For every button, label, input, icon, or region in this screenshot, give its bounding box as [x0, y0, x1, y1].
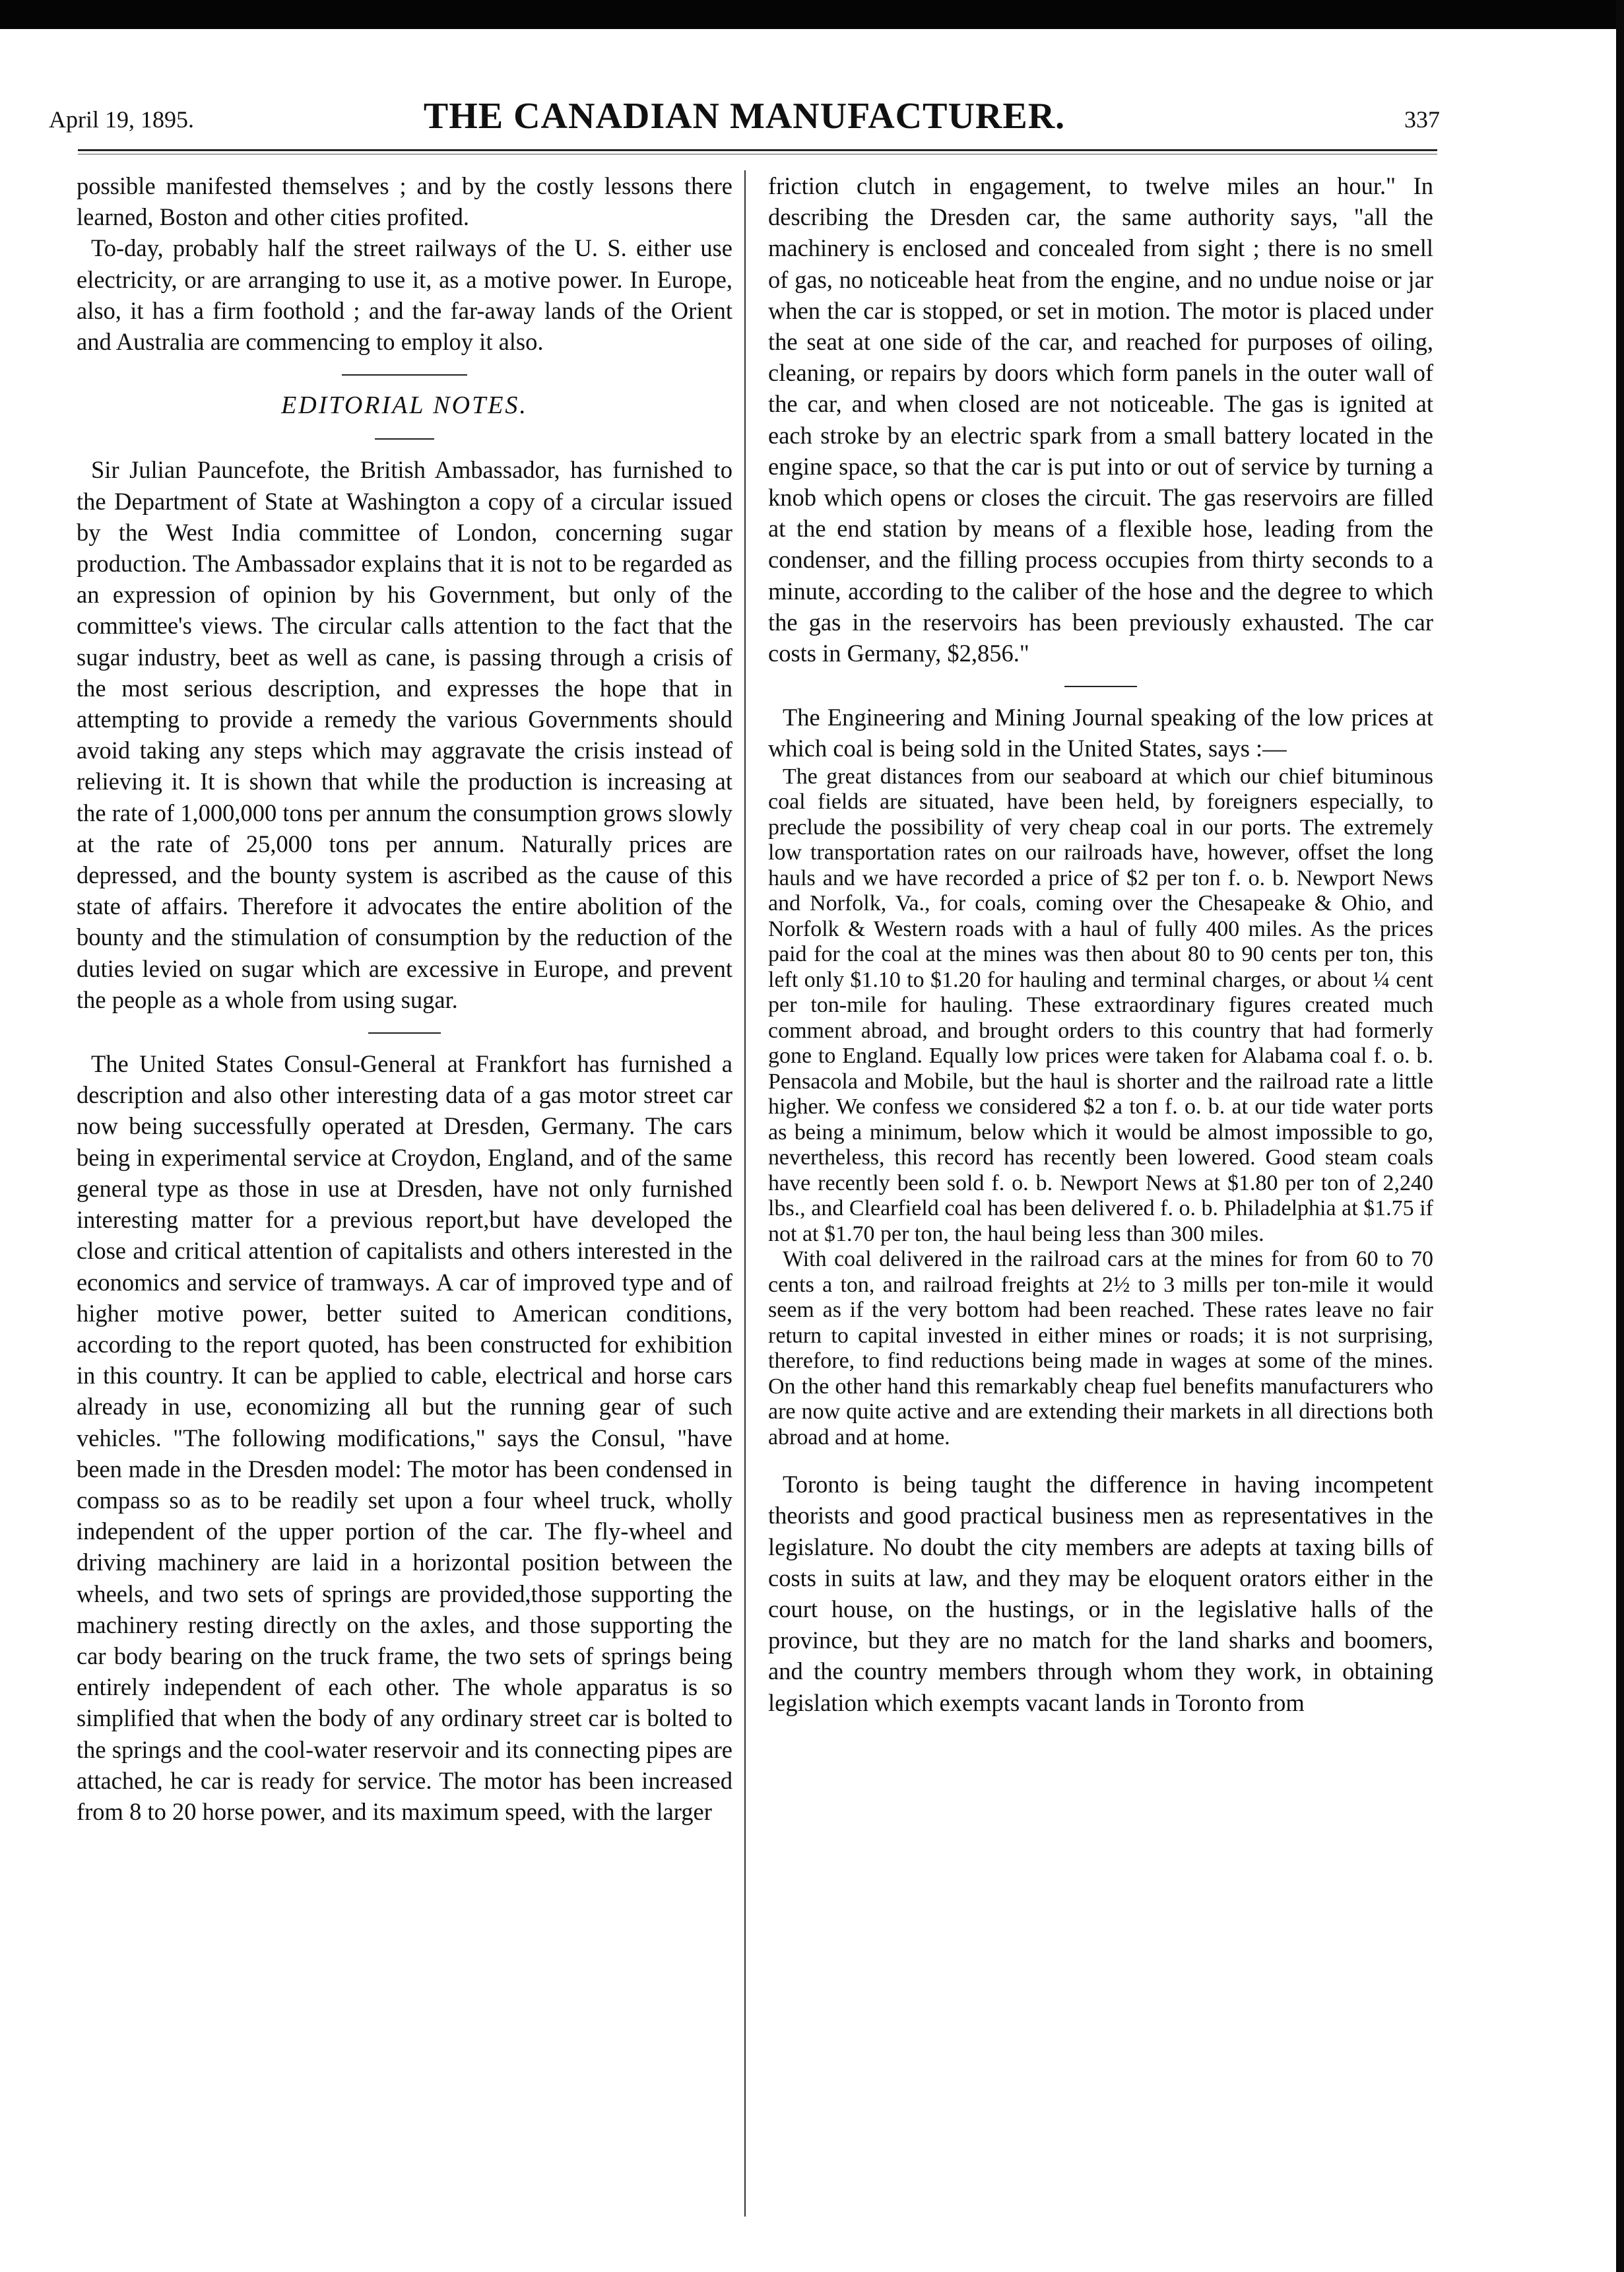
page-number: 337	[1404, 106, 1440, 133]
column-divider	[744, 170, 746, 2217]
quote-paragraph: With coal delivered in the railroad cars at the mines for from 60 to 70 cents a ton, and railroad freights at 2½ to 3 mills per ton-mile it would seem as if the very bottom had been reached. These rates leave no fair return to capital invested in either mines or roads; it is not surprising, therefore, to find reductions being made in wages at some of the mines. On the other hand this remarkably cheap fuel benefits manufacturers who are now quite active and are extending their markets in all directions both abroad and at home.	[768, 1247, 1433, 1450]
quote-paragraph: The great distances from our seaboard at which our chief bituminous coal fields are situated, have been held, by foreigners especially, to preclude the possibility of very cheap coal in our ports. The extremely low transportation rates on our railroads have, however, offset the long hauls and we have recorded a price of $2 per ton f. o. b. Newport News and Norfolk, Va., for coals, coming over the Chesapeake & Ohio, and Norfolk & Western roads with a haul of fully 400 miles. As the prices paid for the coal at the mines was then about 80 to 90 cents per ton, this left only $1.10 to $1.20 for hauling and terminal charges, or about ¼ cent per ton-mile for hauling. These extraordinary figures created much comment abroad, and brought orders to this country that had formerly gone to England. Equally low prices were taken for Alabama coal f. o. b. Pensacola and Mobile, but the haul is shorter and the railroad rate a little higher. We confess we considered $2 a ton f. o. b. at our tide water ports as being a minimum, below which it would be almost impossible to go, nevertheless, this record has recently been lowered. Good steam coals have recently been sold f. o. b. Newport News at $1.80 per ton of 2,240 lbs., and Clearfield coal has been delivered f. o. b. Philadelphia at $1.75 if not at $1.70 per ton, the haul being less than 300 miles.	[768, 764, 1433, 1246]
continued-paragraph: friction clutch in engagement, to twelve miles an hour." In describing the Dresden car, the same authority says, "all the machinery is enclosed and concealed from sight ; there is no smell of gas, no noticeable heat from the engine, and no undue noise or jar when the car is stopped, or set in motion. The motor is placed under the seat at one side of the car, and reached for purposes of oiling, cleaning, or repairs by doors which form panels in the outer wall of the car, and when closed are not noticeable. The gas is ignited at each stroke by an electric spark from a small battery located in the engine space, so that the car is put into or out of service by turning a knob which opens or closes the circuit. The gas reservoirs are filled at the end station by means of a flexible hose, leading from the condenser, and the filling process occupies from thirty seconds to a minute, according to the caliber of the hose and the degree to which the gas in the reservoirs has been previously exhausted. The car costs in Germany, $2,856."	[768, 172, 1433, 667]
paragraph-toronto: Toronto is being taught the difference in having incompetent theorists and good practical business men as representatives in the legislature. No doubt the city members are adepts at taxing bills of costs in suits at law, and they may be eloquent orators either in the court house, on the hustings, or in the legislative halls of the province, but they are no match for the land sharks and boomers, and the country members through whom they work, in obtaining legislation which exempts vacant lands in Toronto from	[768, 1471, 1433, 1716]
left-column	[77, 170, 732, 1827]
paragraph-sugar: Sir Julian Pauncefote, the British Ambassador, has furnished to the Department of State at Washington a copy of a circular issued by the West India committee of London, concerning sugar production. The Ambassador explains that it is not to be regarded as an expression of opinion by his Government, but only of the committee's views. The circular calls attention to the fact that the sugar industry, beet as well as cane, is passing through a crisis of the most serious description, and expresses the hope that in attempting to provide a remedy the various Governments should avoid taking any steps which may aggravate the crisis instead of relieving it. It is shown that while the production is increasing at the rate of 1,000,000 tons per annum the consumption grows slowly at the rate of 25,000 tons per annum. Naturally prices are depressed, and the bounty system is ascribed as the cause of this state of affairs. Therefore it advocates the entire abolition of the bounty and the stimulation of consumption by the reduction of the duties levied on sugar which are excessive in Europe, and prevent the people as a whole from using sugar.	[77, 456, 732, 1013]
paragraph-gas-motor-car: The United States Consul-General at Frankfort has furnished a description and also other interesting data of a gas motor street car now being successfully operated at Dresden, Germany. The cars being in experimental service at Croydon, England, and of the same general type as those in use at Dresden, have not only furnished interesting matter for a previous report,but have developed the close and critical attention of capitalists and others interested in the economics and service of tramways. A car of improved type and of higher motive power, better suited to American conditions, according to the report quoted, has been constructed for exhibition in this country. It can be applied to cable, electrical and horse cars already in use, economizing all but the running gear of such vehicles. "The following modifications," says the Consul, "have been made in the Dresden model: The motor has been condensed in compass so as to be readily set upon a four wheel truck, wholly independent of the upper portion of the car. The fly-wheel and driving machinery are laid in a horizontal position between the wheels, and two sets of springs are provided,those supporting the machinery resting directly on the axles, and those supporting the car body bearing on the truck frame, the two sets of springs being entirely independent of each other. The whole apparatus is so simplified that when the body of any ordinary street car is bolted to the springs and the cool-water reservoir and its connecting pipes are attached, he car is ready for service. The motor has been increased from 8 to 20 horse power, and its maximum speed, with the larger	[77, 1050, 732, 1825]
issue-date: April 19, 1895.	[49, 106, 194, 133]
continued-paragraph: possible manifested themselves ; and by the costly lessons there learned, Boston and other cities profited.	[77, 172, 732, 231]
publication-title: THE CANADIAN MANUFACTURER.	[423, 96, 1066, 137]
block-quote	[768, 764, 1433, 1451]
item-separator	[368, 1032, 441, 1034]
paragraph-today: To-day, probably half the street railways of the U. S. either use electricity, or are arranging to use it, as a motive power. In Europe, also, it has a firm foothold ; and the far-away lands of the Orient and Australia are commencing to employ it also.	[77, 234, 732, 356]
scan-top-border	[0, 0, 1624, 29]
spacer	[768, 1450, 1433, 1469]
page-header	[49, 84, 1440, 137]
scan-right-border	[1616, 0, 1624, 2272]
heading-rule	[375, 438, 434, 440]
item-separator	[1064, 686, 1137, 687]
right-column	[768, 170, 1433, 1718]
header-rule	[78, 149, 1437, 151]
section-rule	[342, 374, 467, 376]
section-heading: EDITORIAL NOTES.	[281, 391, 528, 420]
paragraph-engineering-journal: The Engineering and Mining Journal speaking of the low prices at which coal is being sold in the United States, says :—	[768, 704, 1433, 762]
